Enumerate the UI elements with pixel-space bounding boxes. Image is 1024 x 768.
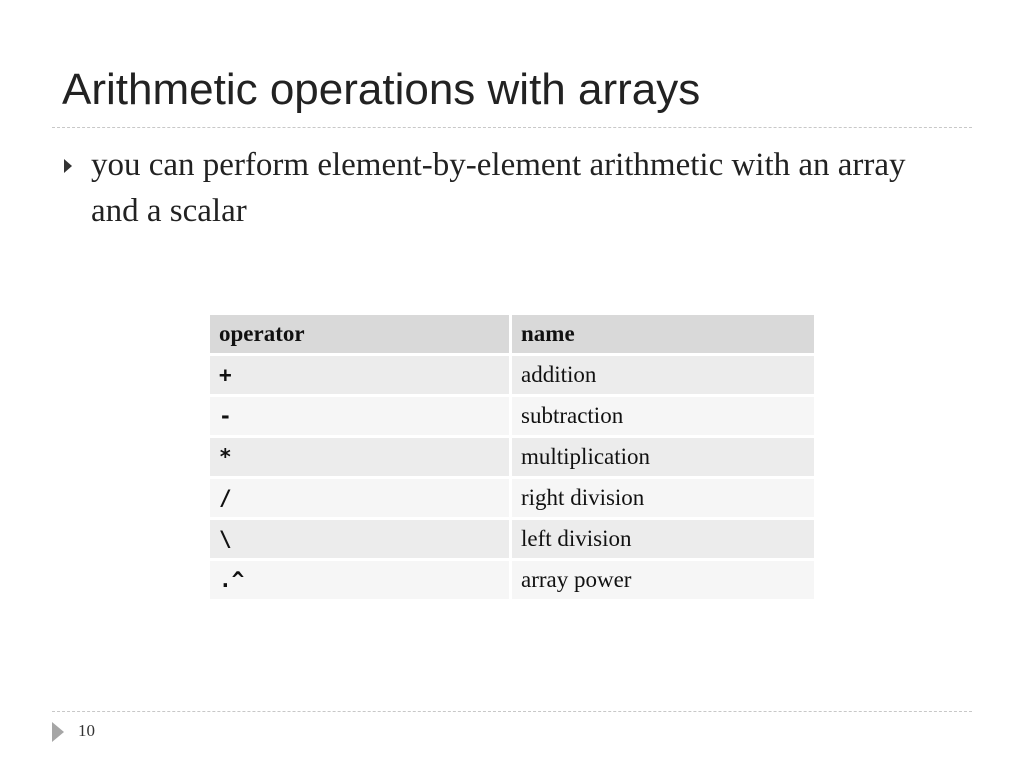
operators-table: [210, 315, 814, 602]
table-row: [210, 479, 814, 520]
header-operator: operator: [210, 315, 512, 356]
operator-cell: *: [210, 438, 512, 479]
table-row: [210, 397, 814, 438]
table-row: [210, 520, 814, 561]
table-row: [210, 438, 814, 479]
header-name: name: [512, 315, 814, 356]
operator-cell: \: [210, 520, 512, 561]
slide-title: Arithmetic operations with arrays: [62, 65, 701, 114]
table-header-row: [210, 315, 814, 356]
operator-cell: .^: [210, 561, 512, 602]
name-cell: addition: [512, 356, 814, 397]
page-number: 10: [78, 721, 95, 740]
triangle-bullet-icon: [64, 159, 72, 173]
name-cell: multiplication: [512, 438, 814, 479]
title-divider: [52, 127, 972, 128]
name-cell: array power: [512, 561, 814, 602]
bullet-text: you can perform element-by-element arithmetic with an array and a scalar: [91, 147, 906, 229]
operator-cell: /: [210, 479, 512, 520]
operator-cell: -: [210, 397, 512, 438]
operator-cell: +: [210, 356, 512, 397]
table-row: [210, 356, 814, 397]
name-cell: left division: [512, 520, 814, 561]
triangle-footer-icon: [52, 722, 64, 742]
name-cell: subtraction: [512, 397, 814, 438]
name-cell: right division: [512, 479, 814, 520]
table-row: [210, 561, 814, 602]
footer-divider: [52, 711, 972, 712]
